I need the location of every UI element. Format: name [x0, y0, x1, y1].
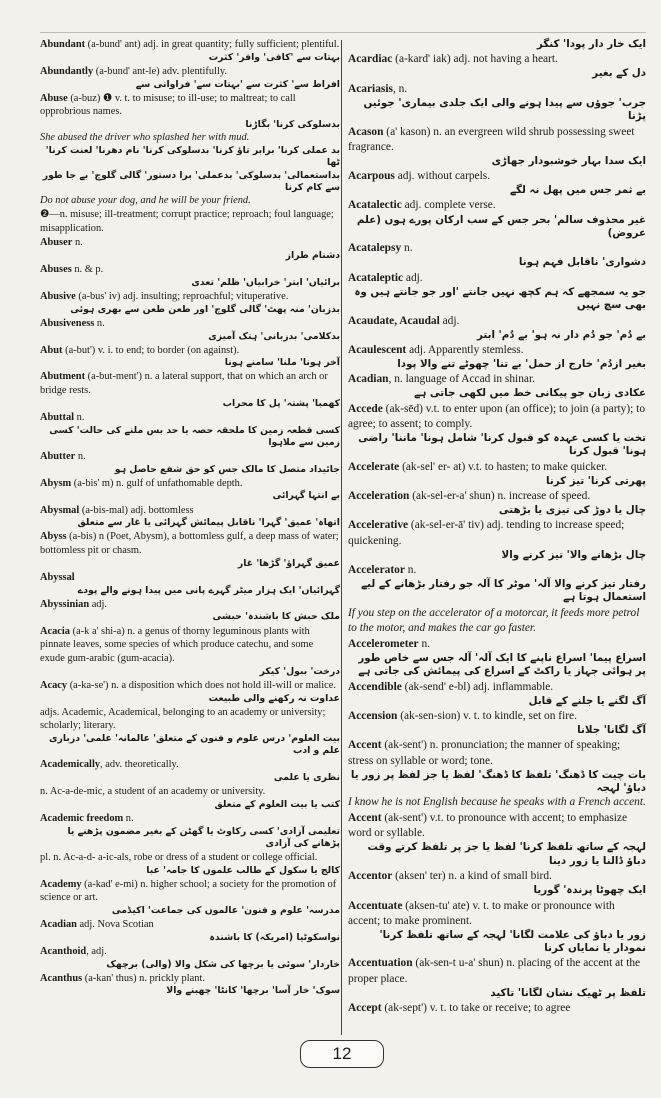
dictionary-entry	[348, 899, 646, 956]
urdu-meaning: برائیاں' ابتر' خرابیاں' ظلم' تعدی	[191, 276, 340, 288]
dictionary-entry	[40, 972, 340, 998]
dictionary-entry	[40, 170, 340, 235]
definition: n.	[72, 237, 83, 249]
dictionary-entry	[40, 918, 340, 944]
dictionary-entry	[40, 571, 340, 597]
headword: Accept	[348, 1001, 382, 1014]
urdu-meaning: چال یا دوڑ کی تیزی یا بڑھتی	[498, 504, 646, 517]
urdu-meaning: بدکلامی' بدزبانی' ہتک آمیزی	[208, 330, 340, 342]
urdu-meaning: دل کے بغیر	[592, 67, 646, 80]
headword: Abuser	[40, 237, 73, 249]
headword: Accension	[348, 710, 398, 723]
urdu-meaning: ایک خار دار پودا' کنگر	[536, 38, 646, 50]
definition: n.	[74, 412, 85, 424]
urdu-meaning: نظری یا علمی	[273, 771, 340, 783]
definition: (ak-sept') v. t. to take or receive; to agree	[381, 1001, 571, 1014]
urdu-meaning: ملک حبش کا باشندہ' حبشی	[212, 611, 340, 623]
headword: Abuttal	[40, 412, 75, 424]
definition: (a-but') v. i. to end; to border (on against).	[62, 344, 240, 356]
dictionary-entry	[348, 372, 646, 400]
urdu-meaning: تخت یا کسی عہدہ کو قبول کرنا' شامل ہونا' ماننا' راضی ہونا' قبول کرنا	[358, 431, 646, 458]
urdu-meaning: بے انتہا گہرائی	[272, 490, 340, 502]
definition: n.	[401, 242, 413, 255]
example-sentence: She abused the driver who splashed her with mud.	[40, 132, 250, 144]
dictionary-entry	[40, 625, 340, 678]
headword: Abut	[40, 344, 63, 356]
headword: Accelerate	[348, 460, 400, 473]
definition: (a' kason) n. an evergreen wild shrub possessing sweet fragrance.	[348, 125, 635, 153]
urdu-meaning: سوک' خار آسا' برچھا' کانٹا' چھبنے والا	[166, 985, 340, 997]
urdu-meaning: لہجہ کے ساتھ تلفظ کرنا' لفظ یا جز پر تلفظ کرتے وقت دباؤ ڈالنا یا زور دینا	[367, 841, 646, 867]
urdu-meaning: بداستعمالی' بدسلوکی' بدعملی' برا دستور' گالی گلوچ' بے جا طور سے کام کرنا	[42, 170, 340, 194]
definition: (ak-sen-t u-a' shun) n. placing of the accent at the proper place.	[348, 957, 641, 985]
dictionary-entry	[40, 812, 340, 850]
definition: n.	[123, 812, 134, 824]
dictionary-entry	[40, 92, 340, 169]
urdu-meaning: دشنام طراز	[285, 250, 340, 262]
urdu-meaning: کتب یا بیت العلوم کے متعلق	[214, 798, 340, 810]
dictionary-entry	[40, 477, 340, 503]
definition: (a-bus' iv) adj. insulting; reproachful; vituperative.	[75, 291, 289, 303]
definition: (a-bis' m) n. gulf of unfathomable depth.	[71, 477, 243, 489]
dictionary-entry	[348, 271, 646, 313]
urdu-meaning: خاردار' سوئی یا برچھا کی شکل والا (والی) برچھک	[106, 958, 340, 970]
urdu-meaning: ایک سدا بہار خوشبودار جھاڑی	[491, 154, 646, 167]
definition: (ak-sent') n. pronunciation; the manner of speaking; stress on syllable or word; tone.	[348, 739, 621, 767]
dictionary-entry	[348, 460, 646, 488]
dictionary-entry	[40, 785, 340, 811]
dictionary-entry	[40, 878, 340, 918]
dictionary-entry	[348, 198, 646, 240]
urdu-meaning: درخت' ببول' کیکر	[259, 665, 340, 677]
dictionary-entry	[40, 370, 340, 410]
definition: (ak-sen-sion) v. t. to kindle, set on fire.	[397, 710, 577, 723]
definition: n.	[75, 450, 86, 462]
definition: n.	[418, 637, 430, 650]
dictionary-entry	[348, 314, 646, 342]
dictionary-entry	[348, 606, 646, 636]
urdu-meaning: کھمبا' پشتہ' پل کا محراب	[222, 397, 340, 409]
headword: Accentor	[348, 870, 393, 883]
headword: Acardiac	[348, 53, 393, 66]
left-column	[40, 38, 340, 999]
headword: Accendible	[348, 680, 402, 693]
urdu-meaning: نواسکوٹیا (امریکہ) کا باشندہ	[209, 931, 340, 943]
definition: adj. complete verse.	[401, 199, 496, 212]
dictionary-entry	[40, 504, 340, 530]
headword: Acacia	[40, 625, 71, 637]
definition: adj.	[403, 271, 423, 284]
headword: Abundantly	[40, 65, 94, 77]
definition: (a-bis-mal) adj. bottomless	[79, 504, 194, 516]
definition: adj. Nova Scotian	[76, 919, 154, 931]
headword: Abusiveness	[40, 317, 95, 329]
urdu-meaning: رفتار تیز کرنے والا آلہ' موٹر کا آلہ جو رفتار بڑھانے کے لیے استعمال ہوتا ہے	[361, 577, 646, 604]
urdu-meaning: دشواری' ناقابل فہم ہونا	[518, 256, 646, 269]
definition: , n. language of Accad in shinar.	[388, 373, 535, 386]
definition: , adv. theoretically.	[100, 759, 179, 771]
dictionary-entry	[40, 530, 340, 570]
headword: Academically	[40, 759, 101, 771]
urdu-meaning: گہرائیاں' ایک ہزار میٹر گہرے پانی میں پیدا ہونے والے پودے	[77, 584, 340, 596]
urdu-meaning: بہتات سے 'کافی' وافر' کثرت	[208, 51, 340, 63]
dictionary-entry	[348, 563, 646, 605]
urdu-meaning: آخر ہونا' ملنا' سامنے ہونا	[224, 357, 340, 369]
urdu-meaning: جائیداد متصل کا مالک جس کو حق شفع حاصل ہو	[114, 463, 340, 475]
urdu-meaning: بدزبان' منہ پھٹ' گالی گلوچ' اور طعن طعن سے بھری ہوئی	[70, 303, 340, 315]
definition: (ak-send' e-bl) adj. inflammable.	[401, 680, 554, 693]
urdu-meaning: کالج یا سکول کے طالب علموں کا جامہ' عبا	[146, 864, 340, 876]
urdu-meaning: آگ لگانا' جلانا	[577, 724, 646, 737]
headword: Abuses	[40, 264, 72, 276]
headword: Acaulescent	[348, 343, 407, 356]
definition: (a-kad' e-mi) n. higher school; a society for the promotion of science or art.	[40, 878, 337, 904]
dictionary-entry	[40, 263, 340, 289]
dictionary-entry	[348, 709, 646, 737]
urdu-meaning: آگ لگنے یا جلنے کے قابل	[528, 694, 646, 707]
urdu-meaning: غیر محذوف سالم' بحر جس کے سب ارکان پورے ہوں (علم عروض)	[356, 213, 646, 239]
definition: (a-buz) ❶ v. t. to misuse; to ill-use; to maltreat; to call opprobrious names.	[40, 92, 296, 118]
urdu-meaning: بدسلوکی کرنا' بگاڑنا	[245, 119, 340, 131]
dictionary-entry	[40, 758, 340, 784]
right-column	[348, 38, 646, 1017]
definition: (ak-sel' er- at) v.t. to hasten; to make quicker.	[399, 460, 608, 473]
headword: Abundant	[40, 39, 86, 50]
headword: Accentuation	[348, 957, 413, 970]
urdu-meaning: بات چیت کا ڈھنگ' تلفظ کا ڈھنگ' لفظ یا جز لفظ پر زور یا دباؤ' لہجہ	[350, 768, 646, 794]
headword: Acacy	[40, 679, 68, 691]
headword: Abyss	[40, 531, 67, 543]
urdu-meaning: اسراع پیما' اسراع ناپنے کا ایک آلہ' آلہ جس سے خاص طور پر ہوائی جہاز یا راکٹ کے اسراع کی پیمائش کی جاتی ہے	[358, 651, 646, 678]
definition: (a-bund' ant-le) adv. plentifully.	[93, 65, 227, 77]
definition: (ak-sēd) v.t. to enter upon (an office); to join (a party); to agree; to assent; to comply.	[348, 402, 646, 430]
headword: Accelerometer	[348, 637, 419, 650]
urdu-meaning: بغیر ازدُم' خارج از حمل' بے تنا' چھوٹے تنے والا پودا	[397, 357, 646, 370]
dictionary-entry	[348, 402, 646, 459]
definition: (a-k a' shi-a) n. a genus of thorny leguminous plants with pinnate leaves, some species of which produce catechu, and some exude gum-arabic (gum-acacia).	[40, 625, 314, 664]
dictionary-entry	[40, 317, 340, 343]
urdu-meaning: جرب' جوؤں سے پیدا ہونے والی ایک جلدی بیماری' جوئیں پڑنا	[363, 96, 646, 123]
dictionary-entry	[40, 411, 340, 449]
definition: (a-ka-se') n. a disposition which does not hold ill-will or malice.	[67, 679, 336, 691]
urdu-meaning: چال بڑھانے والا' تیز کرنے والا	[501, 548, 646, 561]
headword: Acarpous	[348, 170, 395, 183]
dictionary-entry	[348, 869, 646, 897]
headword: Acadian	[348, 373, 389, 386]
dictionary-entry	[348, 38, 646, 51]
dictionary-entry	[348, 637, 646, 679]
urdu-meaning: ایک چھوٹا پرندہ' گوریا	[533, 884, 646, 897]
urdu-meaning: افراط سے' کثرت سے 'بہتات سے' فراوانی سے	[135, 78, 340, 90]
column-divider	[341, 40, 342, 1035]
urdu-meaning: اتھاہ' عمیق' گہرا' ناقابل پیمائش گہرائی یا غار سے متعلق	[77, 517, 340, 529]
definition: (aksen-tu' ate) v. t. to make or pronounce with accent; to make prominent.	[348, 899, 615, 927]
headword: Abyssal	[40, 571, 75, 583]
definition: (a-bis) n (Poet, Abysm), a bottomless gulf, a deep mass of water; bottomless pit or chasm.	[40, 531, 339, 557]
urdu-meaning: بد عملی کرنا' برابر تاؤ کرنا' بدسلوکی کرنا' نام دھرنا' لعنت کرنا' ٹھا	[45, 144, 340, 168]
headword: Accent	[348, 739, 382, 752]
definition: adjs. Academic, Academical, belonging to an academy or university; scholarly; literary.	[40, 706, 326, 732]
urdu-meaning: پھرتی کرنا' تیز کرنا	[546, 474, 646, 487]
dictionary-entry	[40, 679, 340, 705]
headword: Acadian	[40, 919, 77, 931]
dictionary-entry	[348, 489, 646, 517]
dictionary-entry	[40, 851, 340, 877]
dictionary-entry	[348, 811, 646, 868]
dictionary-entry	[40, 236, 340, 262]
definition: (ak-sel-er-a' shun) n. increase of speed.	[409, 490, 591, 503]
urdu-meaning: بے دُم' جو دُم دار نہ ہو' بے دُم' ابتر	[476, 328, 646, 341]
dictionary-entry	[348, 241, 646, 269]
definition: adj. Apparently stemless.	[406, 343, 524, 356]
definition: (ak-sent') v.t. to pronounce with accent; to emphasize word or syllable.	[348, 812, 628, 840]
headword: Abuse	[40, 92, 68, 104]
definition: adj. without carpels.	[394, 170, 491, 183]
example-sentence: If you step on the accelerator of a motorcar, it feeds more petrol to the motor, and makes the car go faster.	[348, 606, 640, 634]
dictionary-entry	[348, 82, 646, 124]
urdu-meaning: عداوت نہ رکھنے والی طبیعت	[208, 692, 340, 704]
headword: Abutter	[40, 450, 76, 462]
definition: n. & p.	[71, 264, 104, 276]
headword: Acatalectic	[348, 199, 402, 212]
urdu-meaning: کسی قطعہ زمین کا ملحقہ حصہ یا حد بس ملنے کی حالت' کسی زمین سے ملاہوا	[49, 424, 340, 448]
definition: adj.	[89, 598, 107, 610]
definition: , adj.	[86, 945, 107, 957]
dictionary-entry	[40, 344, 340, 370]
definition: pl. n. Ac-a-d- a-ic-als, robe or dress of a student or college official.	[40, 851, 318, 863]
urdu-meaning: جو یہ سمجھے کہ ہم کچھ نہیں جانتے 'اور جو جانتے ہیں وہ بھی سچ نہیں	[354, 285, 646, 312]
dictionary-entry	[348, 956, 646, 999]
headword: Abysmal	[40, 504, 80, 516]
headword: Acason	[348, 125, 384, 138]
page-number: 12	[300, 1040, 384, 1068]
headword: Abusive	[40, 291, 76, 303]
dictionary-entry	[40, 945, 340, 971]
urdu-meaning: بے ثمر جس میں پھل نہ لگے	[509, 184, 646, 197]
dictionary-entry	[348, 125, 646, 168]
headword: Acatalepsy	[348, 242, 402, 255]
dictionary-entry	[348, 680, 646, 708]
headword: Accelerative	[348, 519, 409, 532]
headword: Academy	[40, 878, 82, 890]
definition: (a-bund' ant) adj. in great quantity; fully sufficient; plentiful.	[85, 39, 340, 50]
definition: (a-kard' iak) adj. not having a heart.	[392, 53, 558, 66]
definition: ❷—n. misuse; ill-treatment; corrupt practice; reproach; foul language; misapplication.	[40, 208, 334, 234]
dictionary-entry	[40, 65, 340, 91]
headword: Acanthus	[40, 972, 83, 984]
dictionary-entry	[348, 1001, 646, 1016]
definition: n.	[94, 317, 105, 329]
dictionary-entry	[40, 706, 340, 758]
dictionary-entry	[348, 52, 646, 80]
dictionary-entry	[348, 169, 646, 197]
urdu-meaning: عمیق گہراؤ' گڑھا' غار	[237, 557, 340, 569]
dictionary-entry	[348, 738, 646, 810]
example-sentence: Do not abuse your dog, and he will be your friend.	[40, 195, 251, 207]
headword: Accent	[348, 812, 382, 825]
dictionary-entry	[40, 450, 340, 476]
headword: Abysm	[40, 477, 72, 489]
definition: n. Ac-a-de-mic, a student of an academy or university.	[40, 786, 266, 798]
headword: Academic freedom	[40, 812, 124, 824]
dictionary-entry	[40, 598, 340, 624]
dictionary-entry	[40, 38, 340, 64]
example-sentence: I know he is not English because he speaks with a French accent.	[348, 796, 646, 809]
headword: Abutment	[40, 371, 86, 383]
headword: Accelerator	[348, 563, 405, 576]
top-rule	[40, 32, 646, 33]
definition: (a-kan' thus) n. prickly plant.	[82, 972, 205, 984]
dictionary-entry	[348, 518, 646, 561]
headword: Accede	[348, 402, 383, 415]
urdu-meaning: تلفظ پر ٹھیک نشان لگانا' تاکید	[490, 986, 646, 999]
headword: Abyssinian	[40, 598, 90, 610]
headword: Acanthoid	[40, 945, 87, 957]
headword: Acaudate, Acaudal	[348, 314, 440, 327]
definition: n.	[404, 563, 417, 576]
urdu-meaning: زور یا دباؤ کی علامت لگانا' لہجہ کے ساتھ تلفظ کرنا' نمودار یا نمایاں کرنا	[379, 928, 646, 955]
urdu-meaning: تعلیمی آزادی' کسی رکاوٹ یا گھٹن کے بغیر مضمون پڑھنے یا پڑھانے کی آزادی	[67, 825, 340, 849]
headword: Acariasis	[348, 82, 393, 95]
definition: , n.	[392, 82, 408, 95]
urdu-meaning: عکادی زبان جو پیکانی خط میں لکھی جاتی ہے	[414, 387, 646, 400]
definition: (a-but-ment') n. a lateral support, that on which an arch or bridge rests.	[40, 371, 328, 397]
headword: Accentuate	[348, 899, 403, 912]
headword: Acataleptic	[348, 271, 404, 284]
headword: Acceleration	[348, 490, 410, 503]
definition: adj.	[439, 314, 460, 327]
dictionary-entry	[40, 290, 340, 316]
urdu-meaning: مدرسہ' علوم و فنون' عالموں کی جماعت' اکیڈمی	[111, 905, 340, 917]
urdu-meaning: بیت العلوم' درس علوم و فنون کے متعلق' عالمانہ' علمی' درباری علم و ادب	[49, 733, 340, 757]
dictionary-entry	[348, 343, 646, 371]
definition: (ak-sel-er-ā' tiv) adj. tending to increase speed; quickening.	[348, 519, 625, 547]
definition: (aksen' ter) n. a kind of small bird.	[392, 870, 552, 883]
